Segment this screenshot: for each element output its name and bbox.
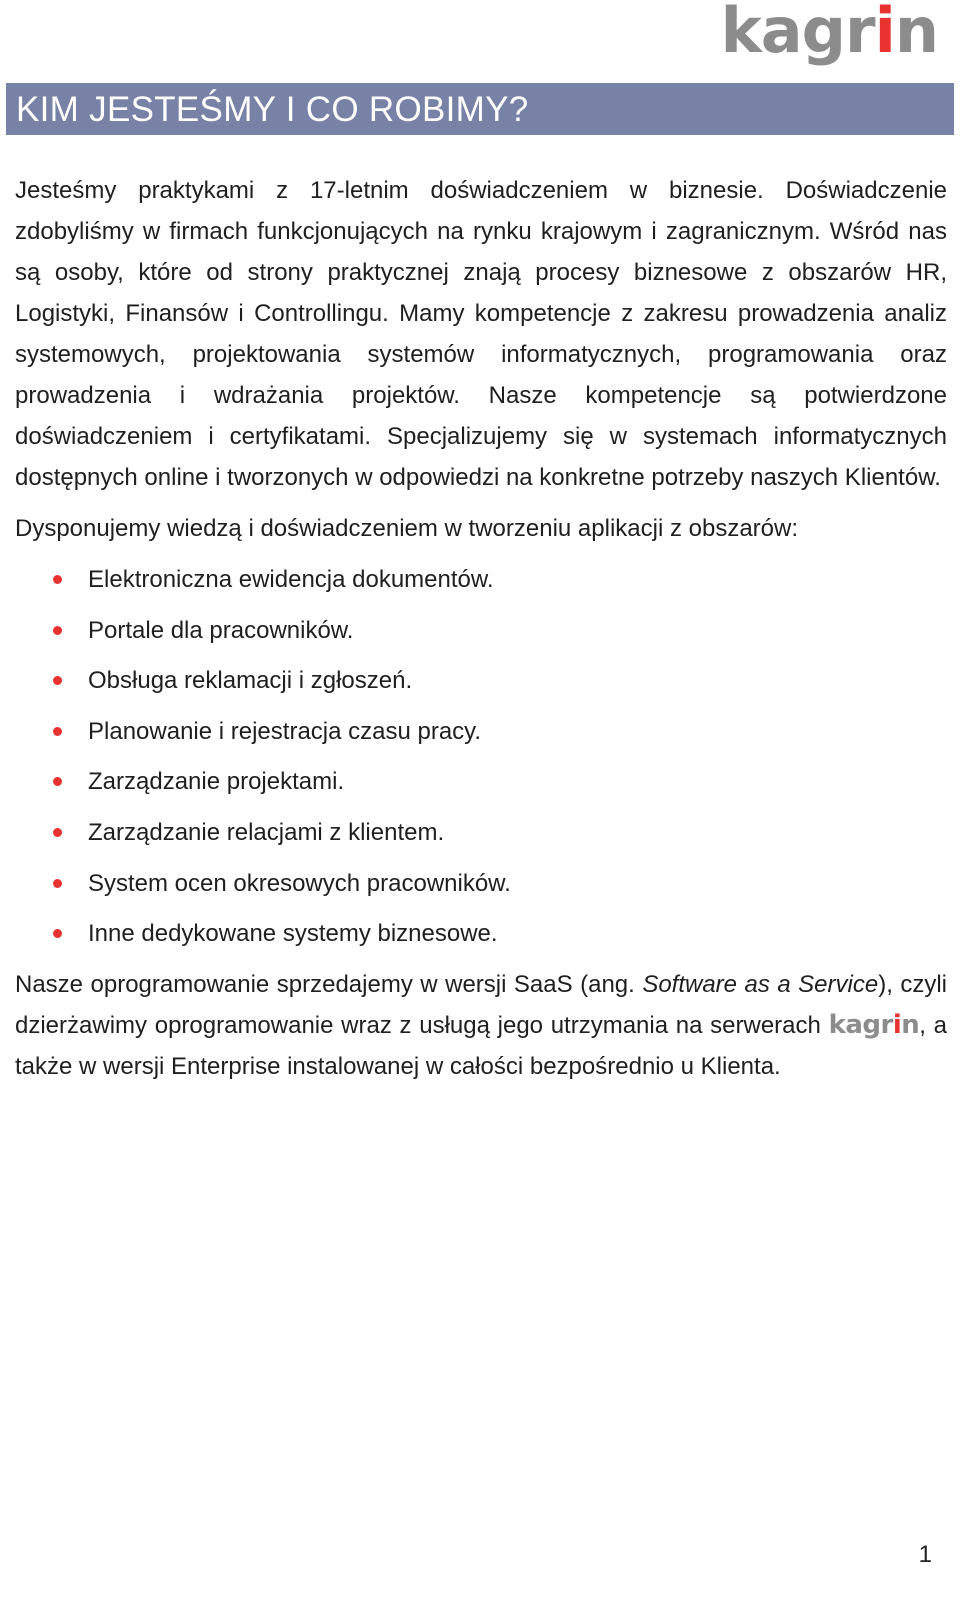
closing-paragraph: Nasze oprogramowanie sprzedajemy w wersji SaaS (ang. Software as a Service), czyli dzierżawimy oprogramowanie wraz z usługą jego utrzymania na serwerach kagrin, a także w wersji Enterprise instalowanej w całości bezpośrednio u Klienta. xyxy=(15,970,948,1080)
list-item: Portale dla pracowników. xyxy=(15,610,947,651)
list-item: System ocen okresowych pracowników. xyxy=(15,863,947,904)
bullet-icon xyxy=(53,929,62,938)
bullet-icon xyxy=(53,879,62,888)
document-body xyxy=(15,170,947,1087)
list-item: Zarządzanie projektami. xyxy=(15,761,947,802)
intro-paragraph: Jesteśmy praktykami z 17-letnim doświadczeniem w biznesie. Doświadczenie zdobyliśmy w firmach funkcjonujących na rynku krajowym i zagranicznym. Wśród nas są osoby, które od strony praktycznej znają procesy biznesowe z obszarów HR, Logistyki, Finansów i Controllingu. Mamy kompetencje z zakresu prowadzenia analiz systemowych, projektowania systemów informatycznych, programowania oraz prowadzenia i wdrażania projektów. Nasze kompetencje są potwierdzone doświadczeniem i certyfikatami. Specjalizujemy się w systemach informatycznych dostępnych online i tworzonych w odpowiedzi na konkretne potrzeby naszych Klientów. xyxy=(15,177,947,491)
bullet-icon xyxy=(53,828,62,837)
kagrin-logo: kagrin xyxy=(720,0,938,67)
kagrin-inline-logo: kagrin xyxy=(828,1009,920,1040)
bullet-icon xyxy=(53,626,62,635)
page-number: 1 xyxy=(918,1541,932,1568)
list-item: Inne dedykowane systemy biznesowe. xyxy=(15,913,947,954)
section-banner xyxy=(6,83,954,135)
list-item: Zarządzanie relacjami z klientem. xyxy=(15,812,947,853)
bullet-icon xyxy=(53,727,62,736)
saas-term: Software as a Service xyxy=(642,970,879,998)
list-item: Elektroniczna ewidencja dokumentów. xyxy=(15,559,947,600)
list-item: Planowanie i rejestracja czasu pracy. xyxy=(15,711,947,752)
bullet-icon xyxy=(53,575,62,584)
areas-lead-paragraph: Dysponujemy wiedzą i doświadczeniem w tworzeniu aplikacji z obszarów: xyxy=(15,515,798,542)
section-title: KIM JESTEŚMY I CO ROBIMY? xyxy=(16,90,529,129)
bullet-icon xyxy=(53,676,62,685)
bullet-icon xyxy=(53,777,62,786)
list-item: Obsługa reklamacji i zgłoszeń. xyxy=(15,660,947,701)
areas-list xyxy=(15,559,947,954)
